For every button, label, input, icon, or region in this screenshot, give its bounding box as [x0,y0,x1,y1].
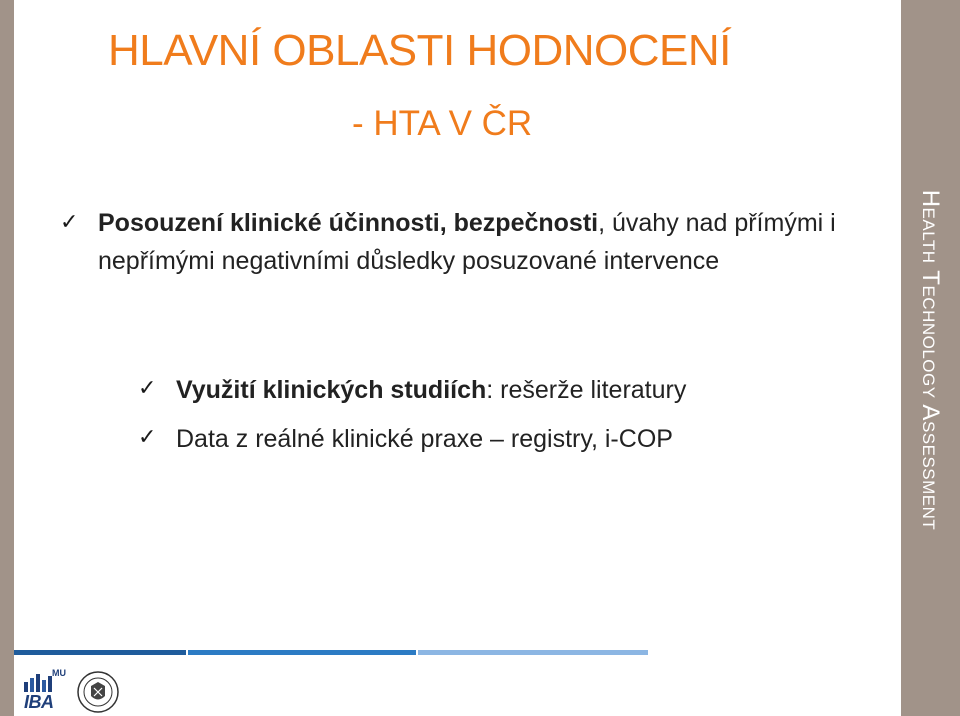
left-decorative-strip [0,0,14,716]
footer-bar-dark [14,650,186,655]
mu-logo-text: MU [52,668,66,678]
main-point [98,204,858,280]
main-point-bold: Posouzení klinické účinnosti, bezpečnosti [98,209,599,237]
footer-bar-light [418,650,648,655]
sub-point-1-bold: Využití klinických studiích [176,376,487,404]
sub-point-1 [176,374,686,406]
slide-title: HLAVNÍ OBLASTI HODNOCENÍ [108,26,731,75]
sub-point-1-text: : rešerže literatury [486,376,687,404]
iba-logo-text: IBA [24,692,54,712]
side-panel [901,0,960,716]
university-seal-icon [76,670,120,714]
sub-point-2 [176,423,673,455]
slide-subtitle: - HTA V ČR [352,104,533,143]
main-point-text: , úvahy nad přímými i nepřímými negativními důsledky posuzované intervence [98,209,836,275]
checkmark-icon: ✓ [60,209,79,234]
footer-bar-mid [188,650,416,655]
checkmark-icon: ✓ [138,375,157,400]
checkmark-icon: ✓ [138,424,157,449]
side-title: Health Technology Assessment [917,189,944,531]
sub-point-2-text: Data z reálné klinické praxe – registry, i-COP [176,425,673,453]
